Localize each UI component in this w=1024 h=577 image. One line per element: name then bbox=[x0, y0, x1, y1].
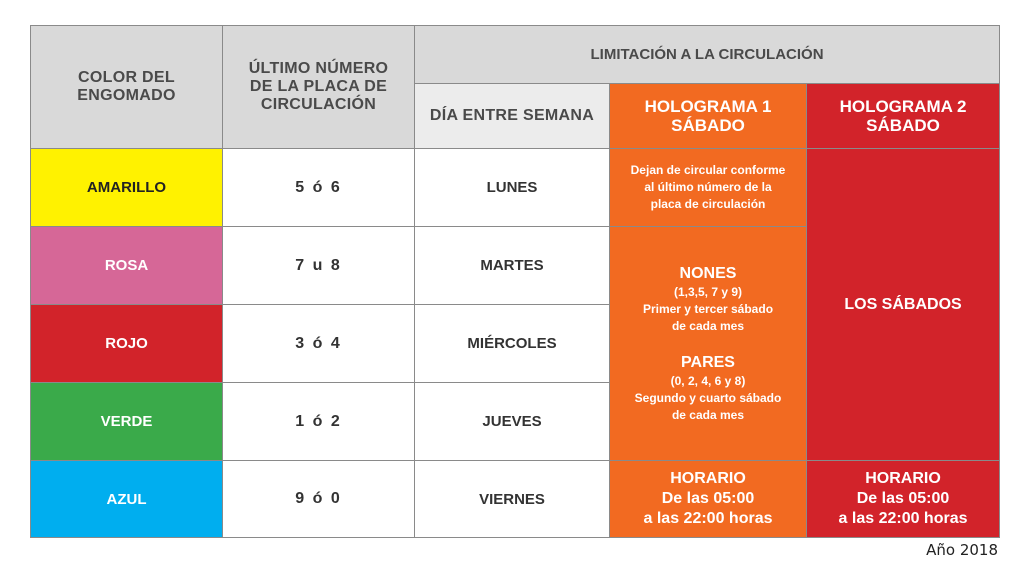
holo1-schedule-line1: De las 05:00 bbox=[661, 490, 755, 507]
holo2-rule: LOS SÁBADOS bbox=[844, 295, 962, 313]
holo1-intro-line3: placa de circulación bbox=[650, 197, 766, 211]
holo1-header bbox=[610, 84, 807, 149]
sticker-color-cell bbox=[31, 461, 223, 538]
weekday-label: JUEVES bbox=[482, 413, 542, 430]
pares-rule-line1: Segundo y cuarto sábado bbox=[634, 390, 782, 405]
holo2-header-line2: SÁBADO bbox=[866, 116, 940, 135]
limit-header bbox=[415, 26, 1000, 84]
holo2-rule-cell bbox=[807, 149, 1000, 461]
plate-header bbox=[223, 26, 415, 149]
holo2-schedule-line1: De las 05:00 bbox=[856, 490, 950, 507]
weekday-label: MIÉRCOLES bbox=[467, 335, 557, 352]
sticker-color-label: AMARILLO bbox=[86, 179, 167, 196]
pares-rule-line2: de cada mes bbox=[671, 407, 745, 422]
table-row bbox=[31, 149, 1000, 227]
weekday-cell bbox=[415, 461, 610, 538]
weekday-cell bbox=[415, 383, 610, 461]
pares-digits: (0, 2, 4, 6 y 8) bbox=[670, 373, 746, 388]
year-caption: Año 2018 bbox=[926, 541, 998, 559]
holo2-schedule-cell bbox=[807, 461, 1000, 538]
plate-digits-cell bbox=[223, 149, 415, 227]
plate-digits: 3 ó 4 bbox=[295, 334, 342, 352]
weekday-label: LUNES bbox=[486, 179, 538, 196]
holo1-header-line1: HOLOGRAMA 1 bbox=[644, 97, 772, 116]
holo1-schedule-title: HORARIO bbox=[670, 470, 746, 487]
sticker-color-label: ROJO bbox=[105, 335, 148, 352]
holo1-rules-cell bbox=[610, 227, 807, 461]
plate-digits: 5 ó 6 bbox=[295, 178, 342, 196]
pares-title: PARES bbox=[681, 353, 735, 371]
sticker-color-cell bbox=[31, 227, 223, 305]
holo1-header-line2: SÁBADO bbox=[671, 116, 745, 135]
holo1-schedule-line2: a las 22:00 horas bbox=[643, 510, 773, 527]
weekday-cell bbox=[415, 149, 610, 227]
table-row bbox=[31, 461, 1000, 538]
holo2-schedule-line2: a las 22:00 horas bbox=[838, 510, 968, 527]
holo2-schedule-title: HORARIO bbox=[865, 470, 941, 487]
holo1-schedule-cell bbox=[610, 461, 807, 538]
color-header bbox=[31, 26, 223, 149]
sticker-color-cell bbox=[31, 383, 223, 461]
holo2-header bbox=[807, 84, 1000, 149]
nones-digits: (1,3,5, 7 y 9) bbox=[673, 284, 743, 299]
plate-digits: 7 u 8 bbox=[295, 256, 342, 274]
nones-rule-line1: Primer y tercer sábado bbox=[642, 301, 774, 316]
holo1-intro-line1: Dejan de circular conforme bbox=[630, 163, 786, 177]
plate-digits: 1 ó 2 bbox=[295, 412, 342, 430]
limit-header-label: LIMITACIÓN A LA CIRCULACIÓN bbox=[590, 46, 824, 63]
sticker-color-cell bbox=[31, 305, 223, 383]
plate-header-label: ÚLTIMO NÚMERO DE LA PLACA DE CIRCULACIÓN bbox=[248, 60, 389, 113]
nones-title: NONES bbox=[679, 264, 737, 282]
sticker-color-label: AZUL bbox=[106, 490, 147, 508]
holo2-header-line1: HOLOGRAMA 2 bbox=[839, 97, 967, 116]
color-header-label: COLOR DEL ENGOMADO bbox=[77, 69, 176, 104]
holo1-intro-line2: al último número de la bbox=[644, 180, 772, 194]
weekday-cell bbox=[415, 305, 610, 383]
sticker-color-cell bbox=[31, 149, 223, 227]
holo1-intro-cell bbox=[610, 149, 807, 227]
weekday-label: VIERNES bbox=[479, 490, 545, 508]
weekday-label: MARTES bbox=[480, 257, 544, 274]
plate-digits: 9 ó 0 bbox=[295, 490, 342, 507]
circulation-table bbox=[30, 25, 1000, 538]
sticker-color-label: ROSA bbox=[104, 257, 149, 274]
plate-digits-cell bbox=[223, 461, 415, 538]
weekday-cell bbox=[415, 227, 610, 305]
nones-rule-line2: de cada mes bbox=[671, 318, 745, 333]
weekday-header-label: DÍA ENTRE SEMANA bbox=[429, 107, 595, 124]
plate-digits-cell bbox=[223, 305, 415, 383]
sticker-color-label: VERDE bbox=[100, 413, 153, 430]
weekday-header bbox=[415, 84, 610, 149]
plate-digits-cell bbox=[223, 383, 415, 461]
plate-digits-cell bbox=[223, 227, 415, 305]
